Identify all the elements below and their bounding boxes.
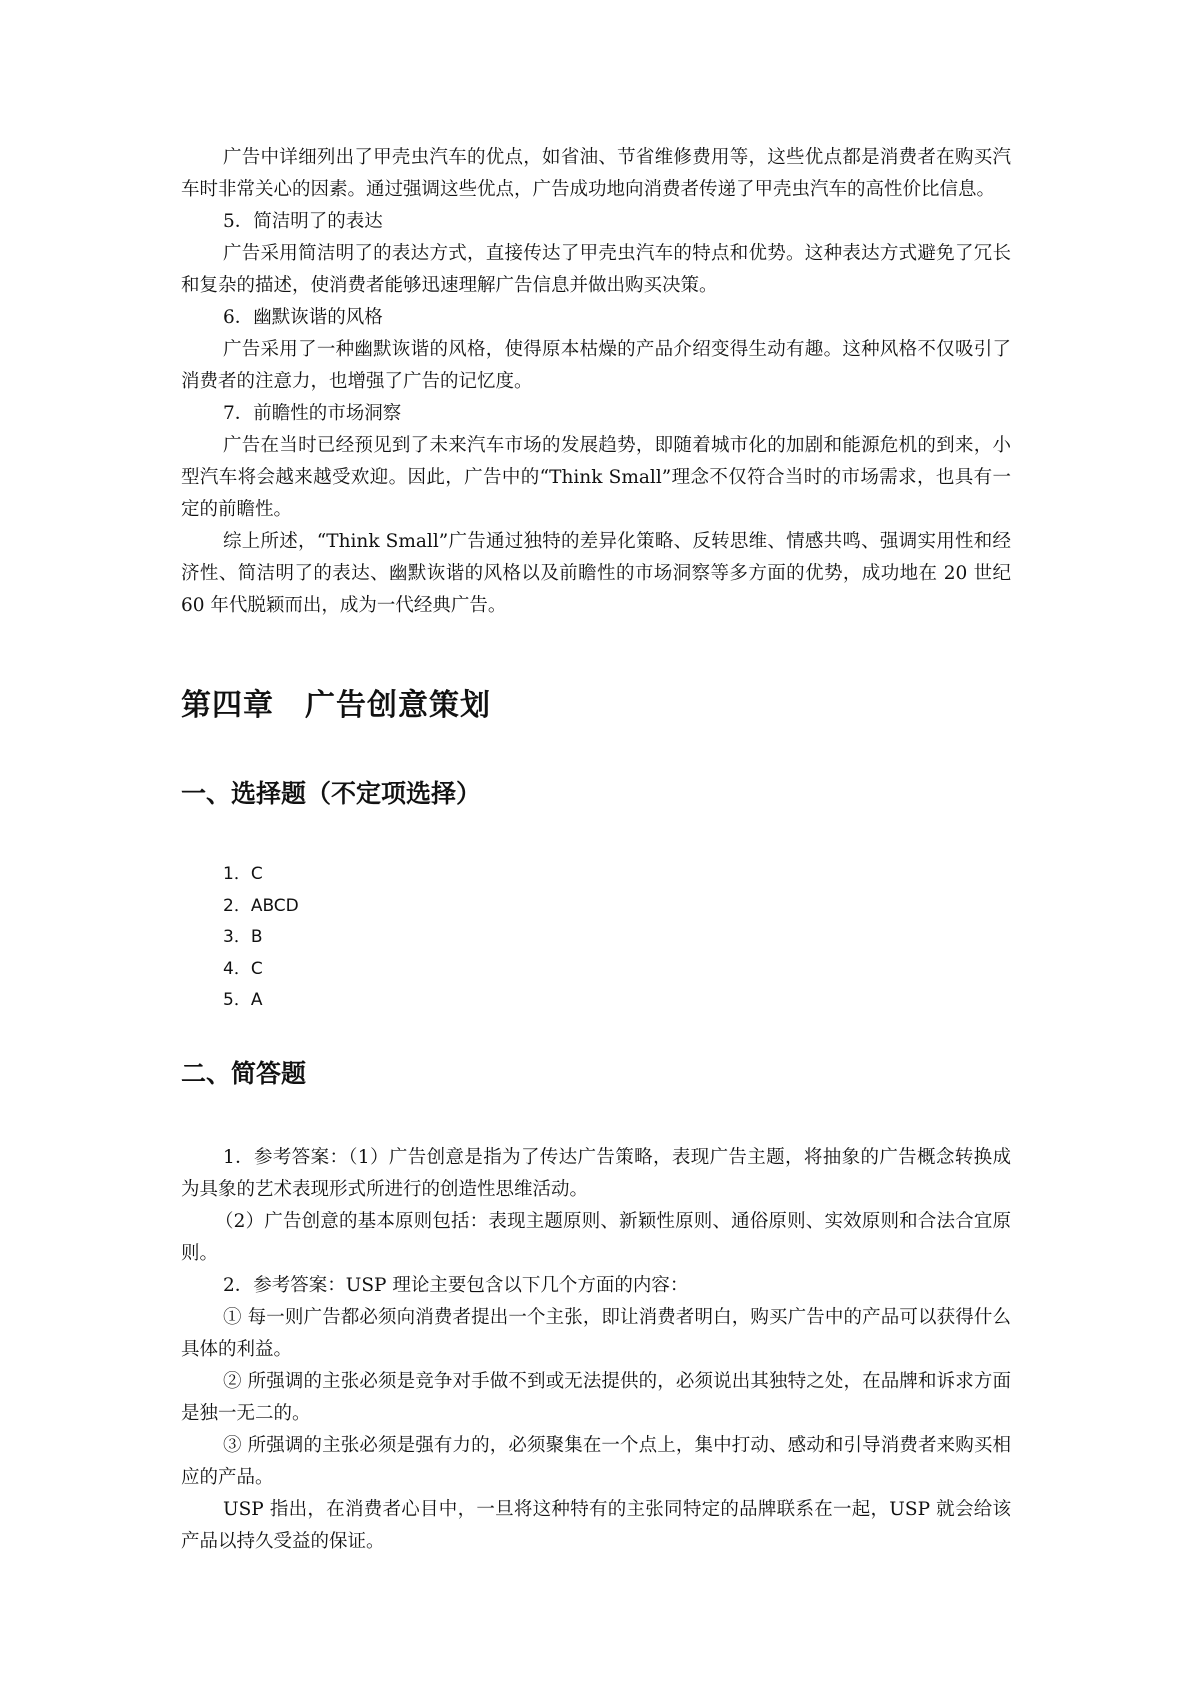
- list-item: 1．C: [223, 864, 263, 884]
- numbered-heading: 6．幽默诙谐的风格: [223, 307, 383, 328]
- list-item: 2．ABCD: [223, 895, 299, 916]
- paragraph: 广告在当时已经预见到了未来汽车市场的发展趋势，即随着城市化的加剧和能源危机的到来，小型汽车将会越来越受欢迎。因此，广告中的“Think Small”理念不仅符合当时的市场需求，也具有一定的前瞻性。: [181, 435, 1011, 520]
- list-item: 3．B: [223, 927, 263, 947]
- paragraph: 1．参考答案：（1）广告创意是指为了传达广告策略，表现广告主题，将抽象的广告概念转换成为具象的艺术表现形式所进行的创造性思维活动。: [181, 1147, 1011, 1200]
- section-title-choice: 一、选择题（不定项选择）: [181, 779, 482, 808]
- section-title-short-answer: 二、简答题: [181, 1059, 307, 1088]
- section-a: [181, 142, 1011, 622]
- choice-answer-list: [181, 859, 1011, 1017]
- paragraph: ② 所强调的主张必须是竞争对手做不到或无法提供的，必须说出其独特之处，在品牌和诉求方面是独一无二的。: [181, 1371, 1011, 1424]
- paragraph: 综上所述，“Think Small”广告通过独特的差异化策略、反转思维、情感共鸣、强调实用性和经济性、简洁明了的表达、幽默诙谐的风格以及前瞻性的市场洞察等多方面的优势，成功地在 20 世纪 60 年代脱颖而出，成为一代经典广告。: [181, 531, 1011, 616]
- section-short-answer: [181, 1142, 1011, 1558]
- paragraph: ③ 所强调的主张必须是强有力的，必须聚集在一个点上，集中打动、感动和引导消费者来购买相应的产品。: [181, 1435, 1011, 1488]
- list-item: 4．C: [223, 958, 263, 979]
- paragraph: 广告采用了一种幽默诙谐的风格，使得原本枯燥的产品介绍变得生动有趣。这种风格不仅吸引了消费者的注意力，也增强了广告的记忆度。: [181, 339, 1011, 392]
- numbered-heading: 7．前瞻性的市场洞察: [223, 403, 402, 424]
- paragraph: USP 指出，在消费者心目中，一旦将这种特有的主张同特定的品牌联系在一起，USP 就会给该产品以持久受益的保证。: [181, 1499, 1011, 1552]
- paragraph: 广告中详细列出了甲壳虫汽车的优点，如省油、节省维修费用等，这些优点都是消费者在购买汽车时非常关心的因素。通过强调这些优点，广告成功地向消费者传递了甲壳虫汽车的高性价比信息。: [181, 147, 1011, 200]
- chapter-title: 第四章 广告创意策划: [181, 688, 491, 723]
- list-item: 5．A: [223, 990, 263, 1010]
- paragraph: （2）广告创意的基本原则包括：表现主题原则、新颖性原则、通俗原则、实效原则和合法合宜原则。: [181, 1211, 1011, 1264]
- paragraph: 2．参考答案：USP 理论主要包含以下几个方面的内容：: [223, 1275, 689, 1296]
- paragraph: ① 每一则广告都必须向消费者提出一个主张，即让消费者明白，购买广告中的产品可以获得什么具体的利益。: [181, 1307, 1011, 1360]
- numbered-heading: 5．简洁明了的表达: [223, 211, 383, 232]
- paragraph: 广告采用简洁明了的表达方式，直接传达了甲壳虫汽车的特点和优势。这种表达方式避免了冗长和复杂的描述，使消费者能够迅速理解广告信息并做出购买决策。: [181, 243, 1011, 296]
